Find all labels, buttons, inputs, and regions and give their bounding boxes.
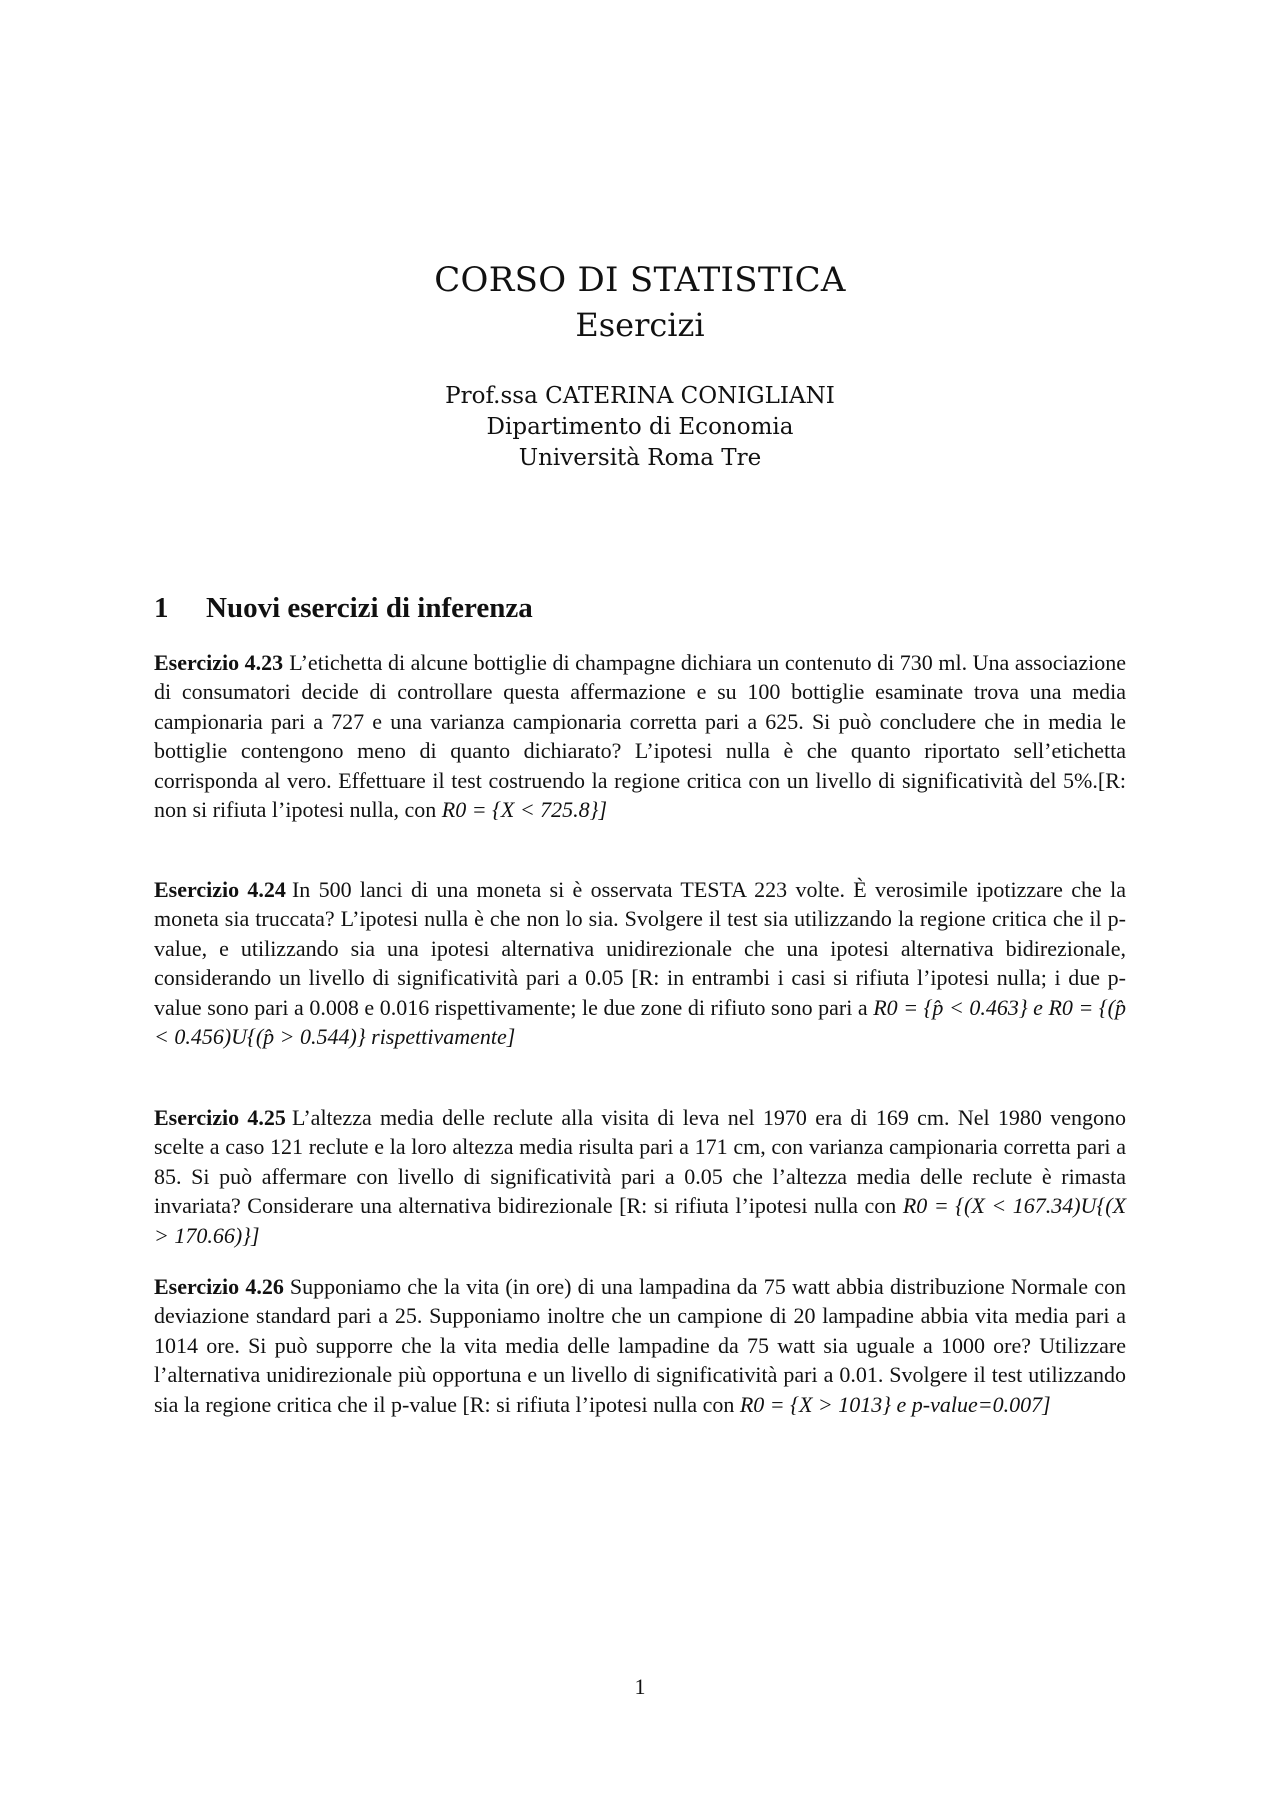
exercise-label: Esercizio 4.26 (154, 1274, 284, 1299)
exercise-label: Esercizio 4.23 (154, 650, 284, 675)
exercise-4-24 (154, 875, 1126, 1051)
exercise-answer-math: R0 = {p̂ < 0.463} e R0 = {(p̂ < 0.456)U{(p̂ > 0.544)} rispettivamente] (154, 994, 1126, 1050)
exercise-label: Esercizio 4.25 (154, 1105, 286, 1130)
exercise-answer-math: R0 = {(X < 167.34)U{(X > 170.66)}] (154, 1193, 1127, 1248)
author-name: Prof.ssa CATERINA CONIGLIANI (445, 383, 835, 409)
exercise-4-26 (154, 1272, 1126, 1419)
author-block (0, 381, 1280, 474)
document-subtitle: Esercizi (575, 306, 705, 344)
exercise-text: Supponiamo che la vita (in ore) di una lampadina da 75 watt abbia distribuzione Normale con deviazione standard pari a 25. Supponiamo inoltre che un campione di 20 lampadine abbia vita media pari a 1014 ore. Si può supporre che la vita media delle lampadine da 75 watt sia uguale a 1000 ore? Utilizzare l’alternativa unidirezionale più opportuna e un livello di significatività pari a 0.01. Svolgere il test utilizzando sia la regione critica che il p-value [R: si rifiuta l’ipotesi nulla con (154, 1274, 1126, 1417)
section-title: Nuovi esercizi di inferenza (206, 592, 533, 624)
exercise-4-23 (154, 648, 1126, 824)
exercise-answer-math: R0 = {X < 725.8}] (441, 797, 608, 823)
exercise-text: L’altezza media delle reclute alla visita di leva nel 1970 era di 169 cm. Nel 1980 vengono scelte a caso 121 reclute e la loro altezza media risulta pari a 171 cm, con varianza campionaria corretta pari a 85. Si può affermare con livello di significatività pari a 0.05 che l’altezza media delle reclute è rimasta invariata? Considerare una alternativa bidirezionale [R: si rifiuta l’ipotesi nulla con (154, 1105, 1126, 1219)
document-title: CORSO DI STATISTICA (434, 260, 846, 300)
exercise-4-25 (154, 1103, 1126, 1250)
exercise-text: In 500 lanci di una moneta si è osservata TESTA 223 volte. È verosimile ipotizzare che la moneta sia truccata? L’ipotesi nulla è che non lo sia. Svolgere il test sia utilizzando la regione critica che il p-value, e utilizzando sia una ipotesi alternativa unidirezionale che una ipotesi alternativa bidirezionale, considerando un livello di significatività pari a 0.05 [R: in entrambi i casi si rifiuta l’ipotesi nulla; i due p-value sono pari a 0.008 e 0.016 rispettivamente; le due zone di rifiuto sono pari a (154, 877, 1126, 1020)
author-department: Dipartimento di Economia (486, 414, 794, 440)
author-university: Università Roma Tre (518, 445, 762, 471)
exercise-text: L’etichetta di alcune bottiglie di champagne dichiara un contenuto di 730 ml. Una associazione di consumatori decide di controllare questa affermazione e su 100 bottiglie esaminate trova una media campionaria pari a 727 e una varianza campionaria corretta pari a 625. Si può concludere che in media le bottiglie contengono meno di quanto dichiarato? L’ipotesi nulla è che quanto riportato sell’etichetta corrisponda al vero. Effettuare il test costruendo la regione critica con un livello di significatività del 5%.[R: non si rifiuta l’ipotesi nulla, con (154, 650, 1127, 823)
section-number: 1 (154, 592, 169, 624)
section-heading (154, 590, 1134, 626)
page-number: 1 (634, 1674, 646, 1699)
exercise-label: Esercizio 4.24 (154, 877, 286, 902)
exercise-answer-math: R0 = {X > 1013} e p-value=0.007] (739, 1391, 1051, 1417)
